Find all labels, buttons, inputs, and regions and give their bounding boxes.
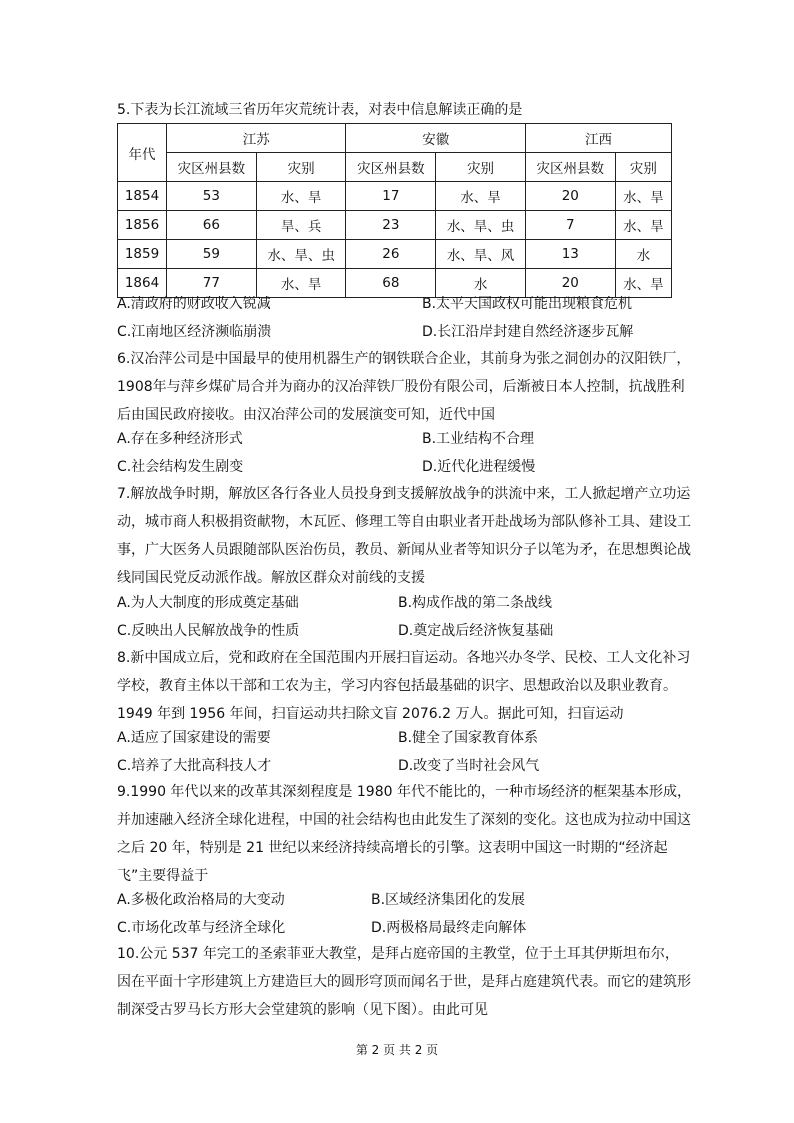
table-cell: 水、旱、风 [436, 240, 526, 269]
province-header-jiangxi: 江西 [525, 124, 671, 153]
q5-option-a: A.清政府的财政收入锐减 [117, 296, 271, 312]
sub-header-type: 灾别 [615, 153, 671, 182]
table-cell: 59 [167, 240, 257, 269]
table-cell: 13 [525, 240, 615, 269]
q9-option-d: D.两极格局最终走向解体 [371, 920, 527, 936]
table-cell: 23 [346, 211, 436, 240]
table-row [118, 211, 672, 240]
q9-stem: 9.1990 年代以来的改革其深刻程度是 1980 年代不能比的，一种市场经济的框架基本形成，并加速融入经济全球化进程，中国的社会结构也由此发生了深刻的变化。这也成为拉动中国这之后 20 年，特别是 21 世纪以来经济持续高增长的引擎。这表明中国这一时期的“经济起飞”主要得益于 [117, 784, 691, 884]
q5-option-c: C.江南地区经济濒临崩溃 [117, 324, 272, 340]
page-footer: 第 2 页 共 2 页 [355, 1043, 439, 1057]
q5-option-d: D.长江沿岸封建自然经济逐步瓦解 [422, 324, 634, 340]
sub-header-count: 灾区州县数 [167, 153, 257, 182]
table-cell: 66 [167, 211, 257, 240]
table-cell: 水 [615, 240, 671, 269]
q7-stem: 7.解放战争时期，解放区各行各业人员投身到支援解放战争的洪流中来，工人掀起增产立功运动，城市商人积极捐资献物，木瓦匠、修理工等自由职业者开赴战场为部队修补工具、建设工事，广大医务人员跟随部队医治伤员，教员、新闻从业者等知识分子以笔为矛，在思想舆论战线同国民党反动派作战。解放区群众对前线的支援 [117, 486, 691, 586]
q6-option-c: C.社会结构发生剧变 [117, 459, 244, 475]
table-cell: 水、旱 [615, 211, 671, 240]
province-header-jiangsu: 江苏 [167, 124, 346, 153]
table-row [118, 182, 672, 211]
q9-option-a: A.多极化政治格局的大变动 [117, 892, 285, 908]
q8-option-b: B.健全了国家教育体系 [398, 730, 539, 746]
table-cell: 水、旱 [615, 269, 671, 298]
q9-option-c: C.市场化改革与经济全球化 [117, 920, 286, 936]
q7-option-a: A.为人大制度的形成奠定基础 [117, 595, 299, 611]
table-cell: 旱、兵 [256, 211, 346, 240]
sub-header-count: 灾区州县数 [525, 153, 615, 182]
table-cell: 水、旱、虫 [256, 240, 346, 269]
q5-option-b: B.太平天国政权可能出现粮食危机 [422, 296, 633, 312]
table-cell: 水、旱 [256, 182, 346, 211]
q5-stem: 5.下表为长江流域三省历年灾荒统计表，对表中信息解读正确的是 [117, 102, 523, 118]
table-cell: 68 [346, 269, 436, 298]
table-row [118, 240, 672, 269]
q6-stem: 6.汉冶萍公司是中国最早的使用机器生产的钢铁联合企业，其前身为张之洞创办的汉阳铁厂，1908年与萍乡煤矿局合并为商办的汉冶萍铁厂股份有限公司，后渐被日本人控制，抗战胜利后由国民政府接收。由汉冶萍公司的发展演变可知，近代中国 [117, 351, 691, 423]
q6-option-a: A.存在多种经济形式 [117, 431, 243, 447]
row-year: 1859 [118, 240, 167, 269]
year-header: 年代 [118, 124, 167, 182]
sub-header-type: 灾别 [436, 153, 526, 182]
q8-option-c: C.培养了大批高科技人才 [117, 758, 272, 774]
q9-option-b: B.区域经济集团化的发展 [371, 892, 526, 908]
table-cell: 7 [525, 211, 615, 240]
table-cell: 水 [436, 269, 526, 298]
row-year: 1864 [118, 269, 167, 298]
sub-header-type: 灾别 [256, 153, 346, 182]
province-header-anhui: 安徽 [346, 124, 525, 153]
table-cell: 水、旱 [256, 269, 346, 298]
table-cell: 53 [167, 182, 257, 211]
table-cell: 20 [525, 182, 615, 211]
table-cell: 水、旱 [615, 182, 671, 211]
table-cell: 20 [525, 269, 615, 298]
sub-header-count: 灾区州县数 [346, 153, 436, 182]
q7-option-b: B.构成作战的第二条战线 [398, 595, 553, 611]
table-cell: 17 [346, 182, 436, 211]
q8-option-a: A.适应了国家建设的需要 [117, 730, 271, 746]
table-cell: 水、旱 [436, 182, 526, 211]
row-year: 1856 [118, 211, 167, 240]
row-year: 1854 [118, 182, 167, 211]
disaster-table [117, 123, 672, 298]
q7-option-c: C.反映出人民解放战争的性质 [117, 623, 300, 639]
q8-option-d: D.改变了当时社会风气 [398, 758, 540, 774]
q7-option-d: D.奠定战后经济恢复基础 [398, 623, 554, 639]
table-cell: 26 [346, 240, 436, 269]
q10-stem: 10.公元 537 年完工的圣索菲亚大教堂，是拜占庭帝国的主教堂，位于土耳其伊斯坦布尔，因在平面十字形建筑上方建造巨大的圆形穹顶而闻名于世，是拜占庭建筑代表。而它的建筑形制深受古罗马长方形大会堂建筑的影响（见下图）。由此可见 [117, 946, 691, 1018]
q8-stem: 8.新中国成立后，党和政府在全国范围内开展扫盲运动。各地兴办冬学、民校、工人文化补习学校，教育主体以干部和工农为主，学习内容包括最基础的识字、思想政治以及职业教育。1949 年到 1956 年间，扫盲运动共扫除文盲 2076.2 万人。据此可知，扫盲运动 [117, 650, 691, 722]
table-cell: 水、旱、虫 [436, 211, 526, 240]
table-cell: 77 [167, 269, 257, 298]
q6-option-d: D.近代化进程缓慢 [422, 459, 536, 475]
q6-option-b: B.工业结构不合理 [422, 431, 535, 447]
